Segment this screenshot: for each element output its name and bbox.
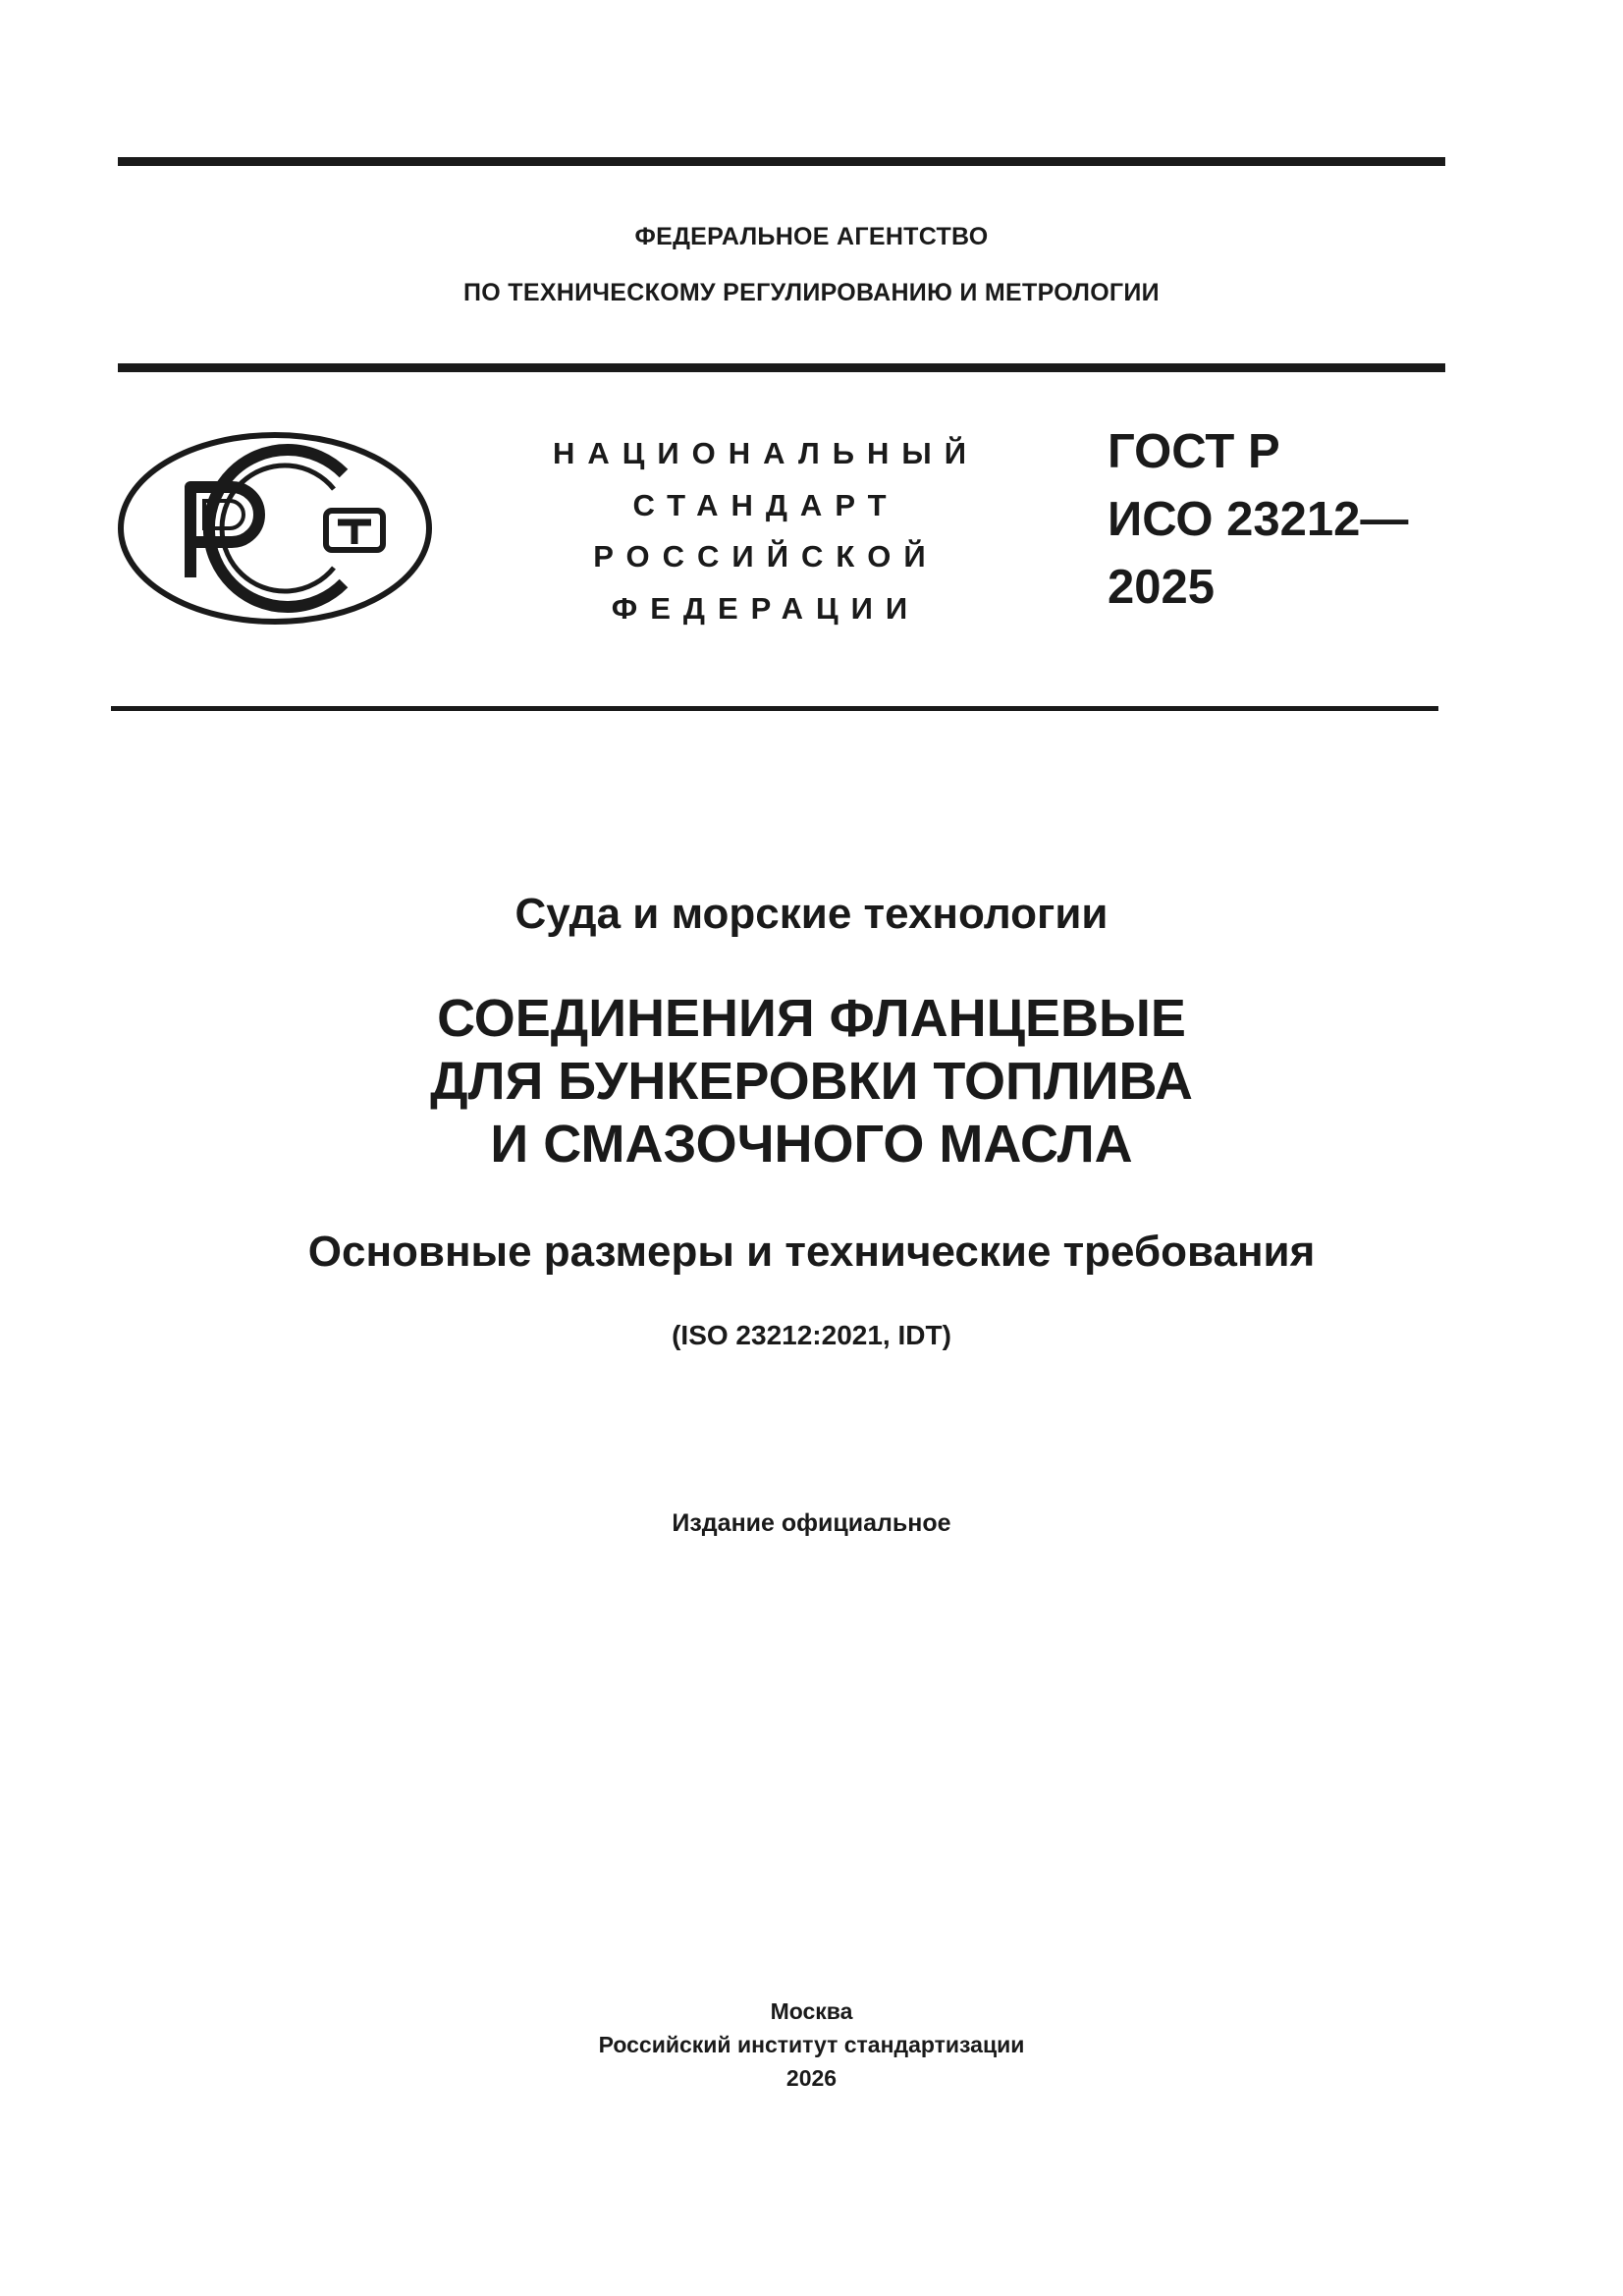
- national-standard-line-1: НАЦИОНАЛЬНЫЙ: [552, 436, 980, 470]
- main-title-line-2: ДЛЯ БУНКЕРОВКИ ТОПЛИВА: [430, 1052, 1193, 1111]
- national-standard-line-2: СТАНДАРТ: [632, 488, 899, 522]
- main-title-line-1: СОЕДИНЕНИЯ ФЛАНЦЕВЫЕ: [437, 989, 1186, 1048]
- national-standard-line-3: РОССИЙСКОЙ: [593, 539, 939, 574]
- rst-logo-icon: [116, 430, 434, 631]
- top-rule: [118, 157, 1445, 166]
- header-bottom-rule: [111, 706, 1438, 711]
- subtitle: Основные размеры и технические требования: [307, 1228, 1316, 1276]
- agency-line-2: ПО ТЕХНИЧЕСКОМУ РЕГУЛИРОВАНИЮ И МЕТРОЛОГИИ: [463, 279, 1160, 306]
- imprint-city: Москва: [770, 1998, 853, 2024]
- main-title-line-3: И СМАЗОЧНОГО МАСЛА: [490, 1115, 1133, 1174]
- edition-label: Издание официальное: [672, 1509, 951, 1537]
- designation-line-2: ИСО 23212—: [1108, 493, 1409, 546]
- national-standard-line-4: ФЕДЕРАЦИИ: [611, 591, 921, 626]
- designation-line-1: ГОСТ Р: [1108, 425, 1280, 478]
- designation-line-3: 2025: [1108, 561, 1216, 614]
- agency-line-1: ФЕДЕРАЛЬНОЕ АГЕНТСТВО: [634, 223, 989, 250]
- agency-bottom-rule: [118, 363, 1445, 372]
- subject-title: Суда и морские технологии: [514, 890, 1109, 938]
- iso-reference: (ISO 23212:2021, IDT): [672, 1320, 951, 1350]
- imprint-publisher: Российский институт стандартизации: [598, 2032, 1025, 2057]
- imprint-year: 2026: [785, 2065, 838, 2091]
